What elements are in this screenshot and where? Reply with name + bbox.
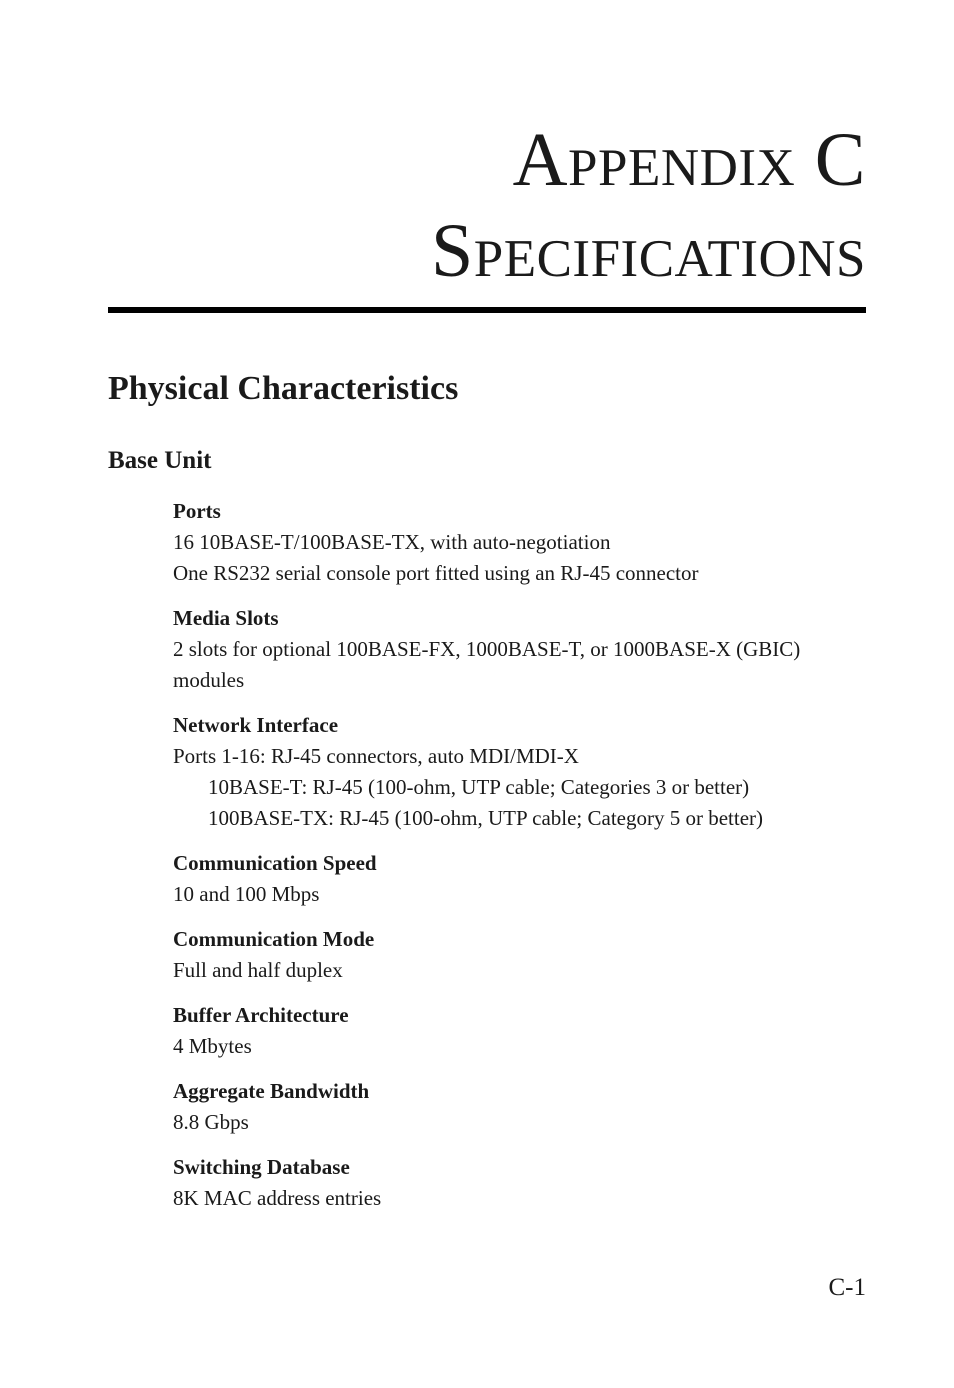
chapter-title-specifications: Specifications — [430, 209, 866, 293]
spec-switching-database — [173, 1152, 873, 1214]
spec-network-interface — [173, 710, 873, 834]
section-heading: Physical Characteristics — [108, 370, 459, 407]
spec-value: Ports 1-16: RJ-45 connectors, auto MDI/MDI-X — [173, 744, 579, 768]
spec-label: Aggregate Bandwidth — [173, 1079, 370, 1103]
subsection-heading: Base Unit — [108, 447, 212, 474]
spec-label: Communication Mode — [173, 927, 375, 951]
title-divider — [108, 307, 866, 313]
spec-aggregate-bandwidth — [173, 1076, 873, 1138]
spec-label: Communication Speed — [173, 851, 377, 875]
spec-value: 16 10BASE-T/100BASE-TX, with auto-negotiation — [173, 530, 611, 554]
spec-list — [173, 496, 873, 1228]
spec-value: 8.8 Gbps — [173, 1110, 249, 1134]
spec-communication-speed — [173, 848, 873, 910]
spec-value: 10 and 100 Mbps — [173, 882, 320, 906]
spec-value: One RS232 serial console port fitted using an RJ-45 connector — [173, 561, 699, 585]
spec-value: modules — [173, 668, 245, 692]
spec-label: Buffer Architecture — [173, 1003, 349, 1027]
spec-value: 8K MAC address entries — [173, 1186, 382, 1210]
spec-value: 100BASE-TX: RJ-45 (100-ohm, UTP cable; Category 5 or better) — [208, 806, 764, 830]
spec-label: Switching Database — [173, 1155, 350, 1179]
spec-communication-mode — [173, 924, 873, 986]
spec-label: Network Interface — [173, 713, 339, 737]
spec-value: Full and half duplex — [173, 958, 343, 982]
spec-buffer-architecture — [173, 1000, 873, 1062]
spec-ports — [173, 496, 873, 589]
spec-value: 2 slots for optional 100BASE-FX, 1000BASE-T, or 1000BASE-X (GBIC) — [173, 637, 801, 661]
spec-value: 10BASE-T: RJ-45 (100-ohm, UTP cable; Categories 3 or better) — [208, 775, 750, 799]
spec-label: Ports — [173, 499, 221, 523]
spec-value: 4 Mbytes — [173, 1034, 252, 1058]
chapter-title-appendix: Appendix C — [512, 118, 866, 202]
spec-media-slots — [173, 603, 873, 696]
page-number: C-1 — [828, 1274, 866, 1301]
spec-label: Media Slots — [173, 606, 279, 630]
